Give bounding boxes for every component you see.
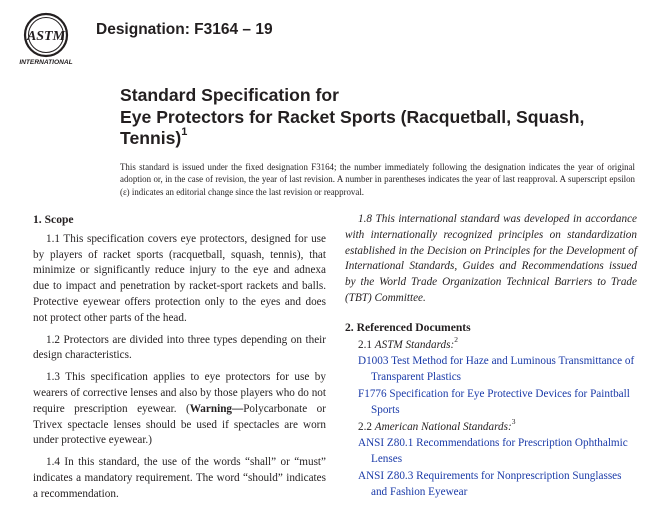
reference-title[interactable]: Requirements for Nonprescription Sunglasses and Fashion Eyewear [371, 469, 622, 498]
paragraph-1-2: 1.2 Protectors are divided into three types depending on their design characteristics. [33, 333, 326, 362]
designation: Designation: F3164 – 19 [96, 21, 273, 38]
reference-title[interactable]: Recommendations for Prescription Ophthalmic Lenses [371, 437, 628, 466]
paragraph-1-3-rest: Polycarbonate or Trivex spectacle lenses should be used if spectacles are worn under protective eyewear.) [33, 402, 326, 447]
logo-letters: ASTM [26, 29, 66, 44]
right-column [345, 212, 637, 502]
reference-title[interactable]: Specification for Eye Protective Devices for Paintball Sports [371, 387, 630, 416]
reference-code[interactable]: ANSI Z80.1 [358, 437, 414, 450]
paragraph-1-8: 1.8 This international standard was developed in accordance with internationally recognized principles on standardization established in the Decision on Principles for the Development of International Standards, Guides and Recommendations issued by the World Trade Organization Technical Barriers to Trade (TBT) Committee. [345, 213, 637, 304]
astm-sub-label: ASTM Standards: [374, 338, 455, 351]
reference-link-d1003[interactable] [358, 354, 637, 386]
astm-standards-subheading [358, 334, 637, 354]
reference-link-ansi-z80-3[interactable] [358, 469, 637, 501]
title-line-2 [120, 107, 590, 150]
issued-note: This standard is issued under the fixed designation F3164; the number immediately following the designation indicates the year of original adoption or, in the case of revision, the year of last revision. A number in parentheses indicates the year of last reapproval. A superscript epsilon (ε) indicates an editorial change since the last revision or reapproval. [120, 162, 635, 197]
reference-code[interactable]: D1003 [358, 355, 389, 368]
reference-link-ansi-z80-1[interactable] [358, 436, 637, 468]
astm-sub-footnote: 2 [454, 334, 458, 344]
referenced-documents-heading: 2. Referenced Documents [345, 320, 471, 334]
page-title [120, 85, 590, 150]
reference-code[interactable]: ANSI Z80.3 [358, 469, 414, 482]
scope-heading: 1. Scope [33, 213, 74, 226]
astm-logo-icon [11, 11, 81, 67]
ansi-sub-label: American National Standards: [374, 420, 512, 433]
ansi-standards-subheading [358, 416, 637, 436]
left-column [33, 212, 326, 509]
reference-code[interactable]: F1776 [358, 387, 387, 400]
paragraph-1-4: 1.4 In this standard, the use of the words “shall” or “must” indicates a mandatory requirement. The word “should” indicates a recommendation. [33, 456, 326, 500]
paragraph-1-3 [33, 370, 326, 449]
ansi-sub-number: 2.2 [358, 420, 375, 433]
title-line-2-text: Eye Protectors for Racket Sports (Racquetball, Squash, Tennis) [120, 106, 585, 148]
astm-sub-number: 2.1 [358, 338, 375, 351]
reference-link-f1776[interactable] [358, 387, 637, 419]
title-line-1: Standard Specification for [120, 85, 339, 105]
reference-title[interactable]: Test Method for Haze and Luminous Transmittance of Transparent Plastics [371, 355, 635, 384]
paragraph-1-3-text: 1.3 This specification applies to eye protectors for use by wearers of corrective lenses and also by those players who do not require prescription eyewear. ( [33, 371, 326, 415]
title-footnote-marker: 1 [181, 126, 188, 139]
logo-caption: INTERNATIONAL [19, 59, 73, 66]
paragraph-1-1: 1.1 This specification covers eye protectors, designed for use by players of racket sports (racquetball, squash, tennis), that minimize or significantly reduce injury to the eye and adnexa due to impact and penetration by racket-sport rackets and balls. Protective eyewear offers protection only to the eyes and does not protect other parts of the head. [33, 232, 326, 324]
warning-label: Warning— [189, 402, 244, 415]
ansi-sub-footnote: 3 [511, 416, 516, 426]
